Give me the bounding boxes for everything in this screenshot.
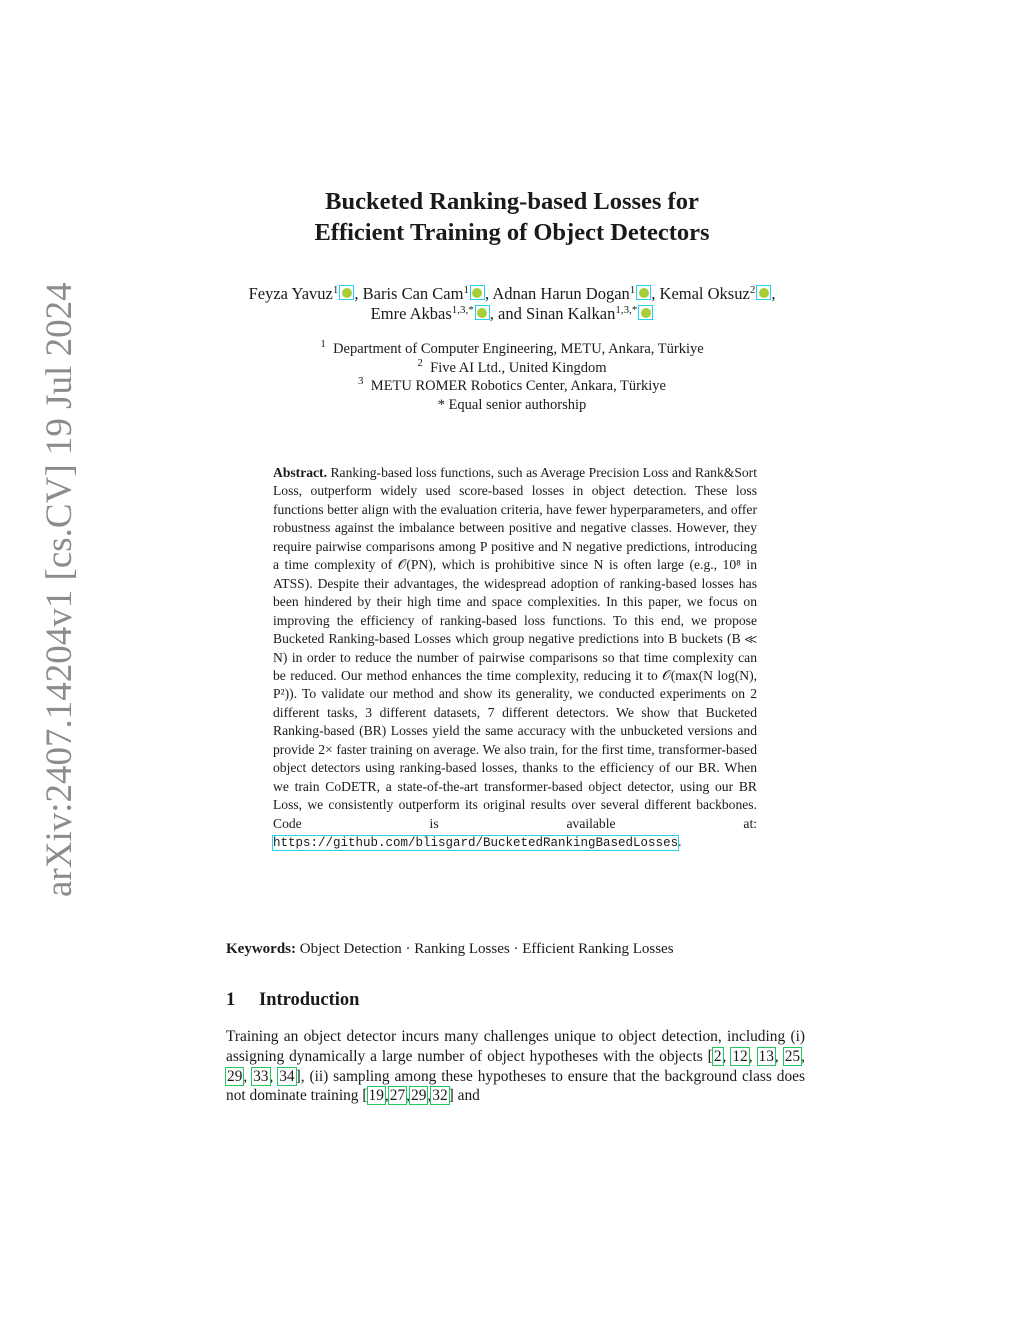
affiliation: $^3$ METU ROMER Robotics Center, Ankara, Türkiye bbox=[358, 375, 666, 394]
orcid-icon[interactable] bbox=[638, 305, 653, 320]
affil-mark: 1,3,* bbox=[615, 304, 638, 316]
author-line-2: Emre Akbas$^{1,3,*}$ , and Sinan Kalkan$^{1,3,*}$ bbox=[0, 304, 1024, 324]
orcid-icon[interactable] bbox=[475, 305, 490, 320]
code-link[interactable]: https://github.com/blisgard/BucketedRankingBasedLosses bbox=[273, 836, 679, 851]
section-title: Introduction bbox=[259, 990, 360, 1010]
title-line-2: Efficient Training of Object Detectors bbox=[314, 219, 710, 246]
paper-title bbox=[0, 186, 1024, 248]
orcid-icon[interactable] bbox=[756, 285, 771, 300]
citation-link[interactable]: 13 bbox=[758, 1047, 774, 1065]
affil-mark: 3 bbox=[358, 375, 364, 387]
arxiv-identifier: arXiv:2407.14204v1 [cs.CV] 19 Jul 2024 bbox=[39, 282, 80, 897]
author-line-1: Feyza Yavuz$^1$ , Baris Can Cam$^1$ , Adnan Harun Dogan$^1$ , Kemal Oksuz$^2$ , bbox=[248, 284, 776, 303]
affil-mark: 1 bbox=[320, 338, 326, 350]
abstract-label: Abstract. bbox=[273, 465, 327, 480]
affil-mark: 1 bbox=[629, 284, 636, 296]
affil-mark: 2 bbox=[749, 284, 756, 296]
author-name: Kemal Oksuz bbox=[659, 284, 750, 303]
affiliation-list bbox=[0, 340, 1024, 414]
section-number: 1 bbox=[226, 990, 236, 1010]
author-name: Emre Akbas bbox=[370, 304, 452, 323]
keywords-text: Object Detection · Ranking Losses · Efficient Ranking Losses bbox=[299, 941, 674, 957]
keywords-label: Keywords: bbox=[226, 941, 296, 957]
affil-mark: 1,3,* bbox=[451, 304, 474, 316]
affil-mark: 1 bbox=[332, 284, 339, 296]
author-list bbox=[0, 284, 1024, 324]
citation-link[interactable]: 25 bbox=[784, 1047, 801, 1065]
keywords bbox=[226, 940, 806, 959]
affiliation: $^1$ Department of Computer Engineering, METU, Ankara, Türkiye bbox=[320, 338, 704, 357]
author-name: Baris Can Cam bbox=[362, 284, 464, 303]
citation-link[interactable]: 34 bbox=[279, 1067, 295, 1085]
author-conjunction: and bbox=[498, 304, 522, 323]
author-name: Adnan Harun Dogan bbox=[492, 284, 630, 303]
title-line-1: Bucketed Ranking-based Losses for bbox=[325, 188, 699, 215]
affil-mark: 1 bbox=[463, 284, 469, 296]
citation-link[interactable]: 32 bbox=[432, 1087, 448, 1105]
citation-link[interactable]: 33 bbox=[253, 1067, 269, 1085]
author-name: Feyza Yavuz bbox=[248, 284, 333, 303]
intro-paragraph: Training an object detector incurs many challenges unique to object detection, including (i) assigning dynamically a large number of object hypotheses with the objects [2, 12, 13, 25, 29, 33, 34], (ii) sampling among these hypotheses to ensure that the background class does not dominate training [19,27,29,32] and bbox=[226, 1028, 805, 1105]
orcid-icon[interactable] bbox=[636, 285, 651, 300]
orcid-icon[interactable] bbox=[339, 285, 354, 300]
author-name: Sinan Kalkan bbox=[525, 304, 616, 323]
citation-link[interactable]: 19 bbox=[368, 1087, 384, 1105]
orcid-icon[interactable] bbox=[470, 285, 485, 300]
affil-mark: 2 bbox=[417, 356, 423, 369]
affiliation: $^2$ Five AI Ltd., United Kingdom bbox=[417, 356, 607, 376]
affiliation-note: * Equal senior authorship bbox=[437, 396, 587, 413]
abstract-text: Ranking-based loss functions, such as Average Precision Loss and Rank&Sort Loss, outperform widely used score-based losses in object detection. These loss functions better align with the evaluation criteria, have fewer hyperparameters, and offer robustness against the imbalance between positive and negative classes. However, they require pairwise comparisons among P positive and N negative predictions, introducing a time complexity of 𝒪(PN), which is prohibitive since N is often large (e.g., 10⁸ in ATSS). Despite their advantages, the widespread adoption of ranking-based losses has been hindered by their high time and space complexities. In this paper, we focus on improving the efficiency of ranking-based loss functions. To this end, we propose Bucketed Ranking-based Losses which group negative predictions into B buckets (B ≪ N) in order to reduce the number of pairwise comparisons so that time complexity can be reduced. Our method enhances the time complexity, reducing it to 𝒪(max(N log(N), P²)). To validate our method and show its generality, we conducted experiments on 2 different tasks, 3 different datasets, 7 different detectors. We show that Bucketed Ranking-based (BR) Losses yield the same accuracy with the unbucketed versions and provide 2× faster training on average. We also train, for the first time, transformer-based object detectors using ranking-based losses, thanks to the efficiency of our BR. When we train CoDETR, a state-of-the-art transformer-based object detector, using our BR Loss, we consistently outperform its original results over several different backbones. Code is available at: bbox=[273, 465, 757, 831]
section-heading bbox=[226, 990, 806, 1011]
citation-link[interactable]: 29 bbox=[411, 1087, 427, 1105]
citation-link[interactable]: 2 bbox=[713, 1047, 722, 1065]
citation-link[interactable]: 27 bbox=[389, 1087, 406, 1105]
citation-link[interactable]: 12 bbox=[732, 1047, 748, 1065]
citation-link[interactable]: 29 bbox=[227, 1067, 243, 1085]
abstract: Abstract. Ranking-based loss functions, such as Average Precision Loss and Rank&Sort Loss, outperform widely used score-based losses in object detection. These loss functions better align with the evaluation criteria, have fewer hyperparameters, and offer robustness against the imbalance between positive and negative classes. However, they require pairwise comparisons among P positive and N negative predictions, introducing a time complexity of 𝒪(PN), which is prohibitive since N is often large (e.g., 10⁸ in ATSS). Despite their advantages, the widespread adoption of ranking-based losses has been hindered by their high time and space complexities. In this paper, we focus on improving the efficiency of ranking-based loss functions. To this end, we propose Bucketed Ranking-based Losses which group negative predictions into B buckets (B ≪ N) in order to reduce the number of pairwise comparisons so that time complexity can be reduced. Our method enhances the time complexity, reducing it to 𝒪(max(N log(N), P²)). To validate our method and show its generality, we conducted experiments on 2 different tasks, 3 different datasets, 7 different detectors. We show that Bucketed Ranking-based (BR) Losses yield the same accuracy with the unbucketed versions and provide 2× faster training on average. We also train, for the first time, transformer-based object detectors using ranking-based losses, thanks to the efficiency of our BR. When we train CoDETR, a state-of-the-art transformer-based object detector, using our BR Loss, we consistently outperform its original results over several different backbones. Code is available at: https://github.com/blisgard/BucketedRankingBasedLosses. bbox=[273, 465, 757, 851]
